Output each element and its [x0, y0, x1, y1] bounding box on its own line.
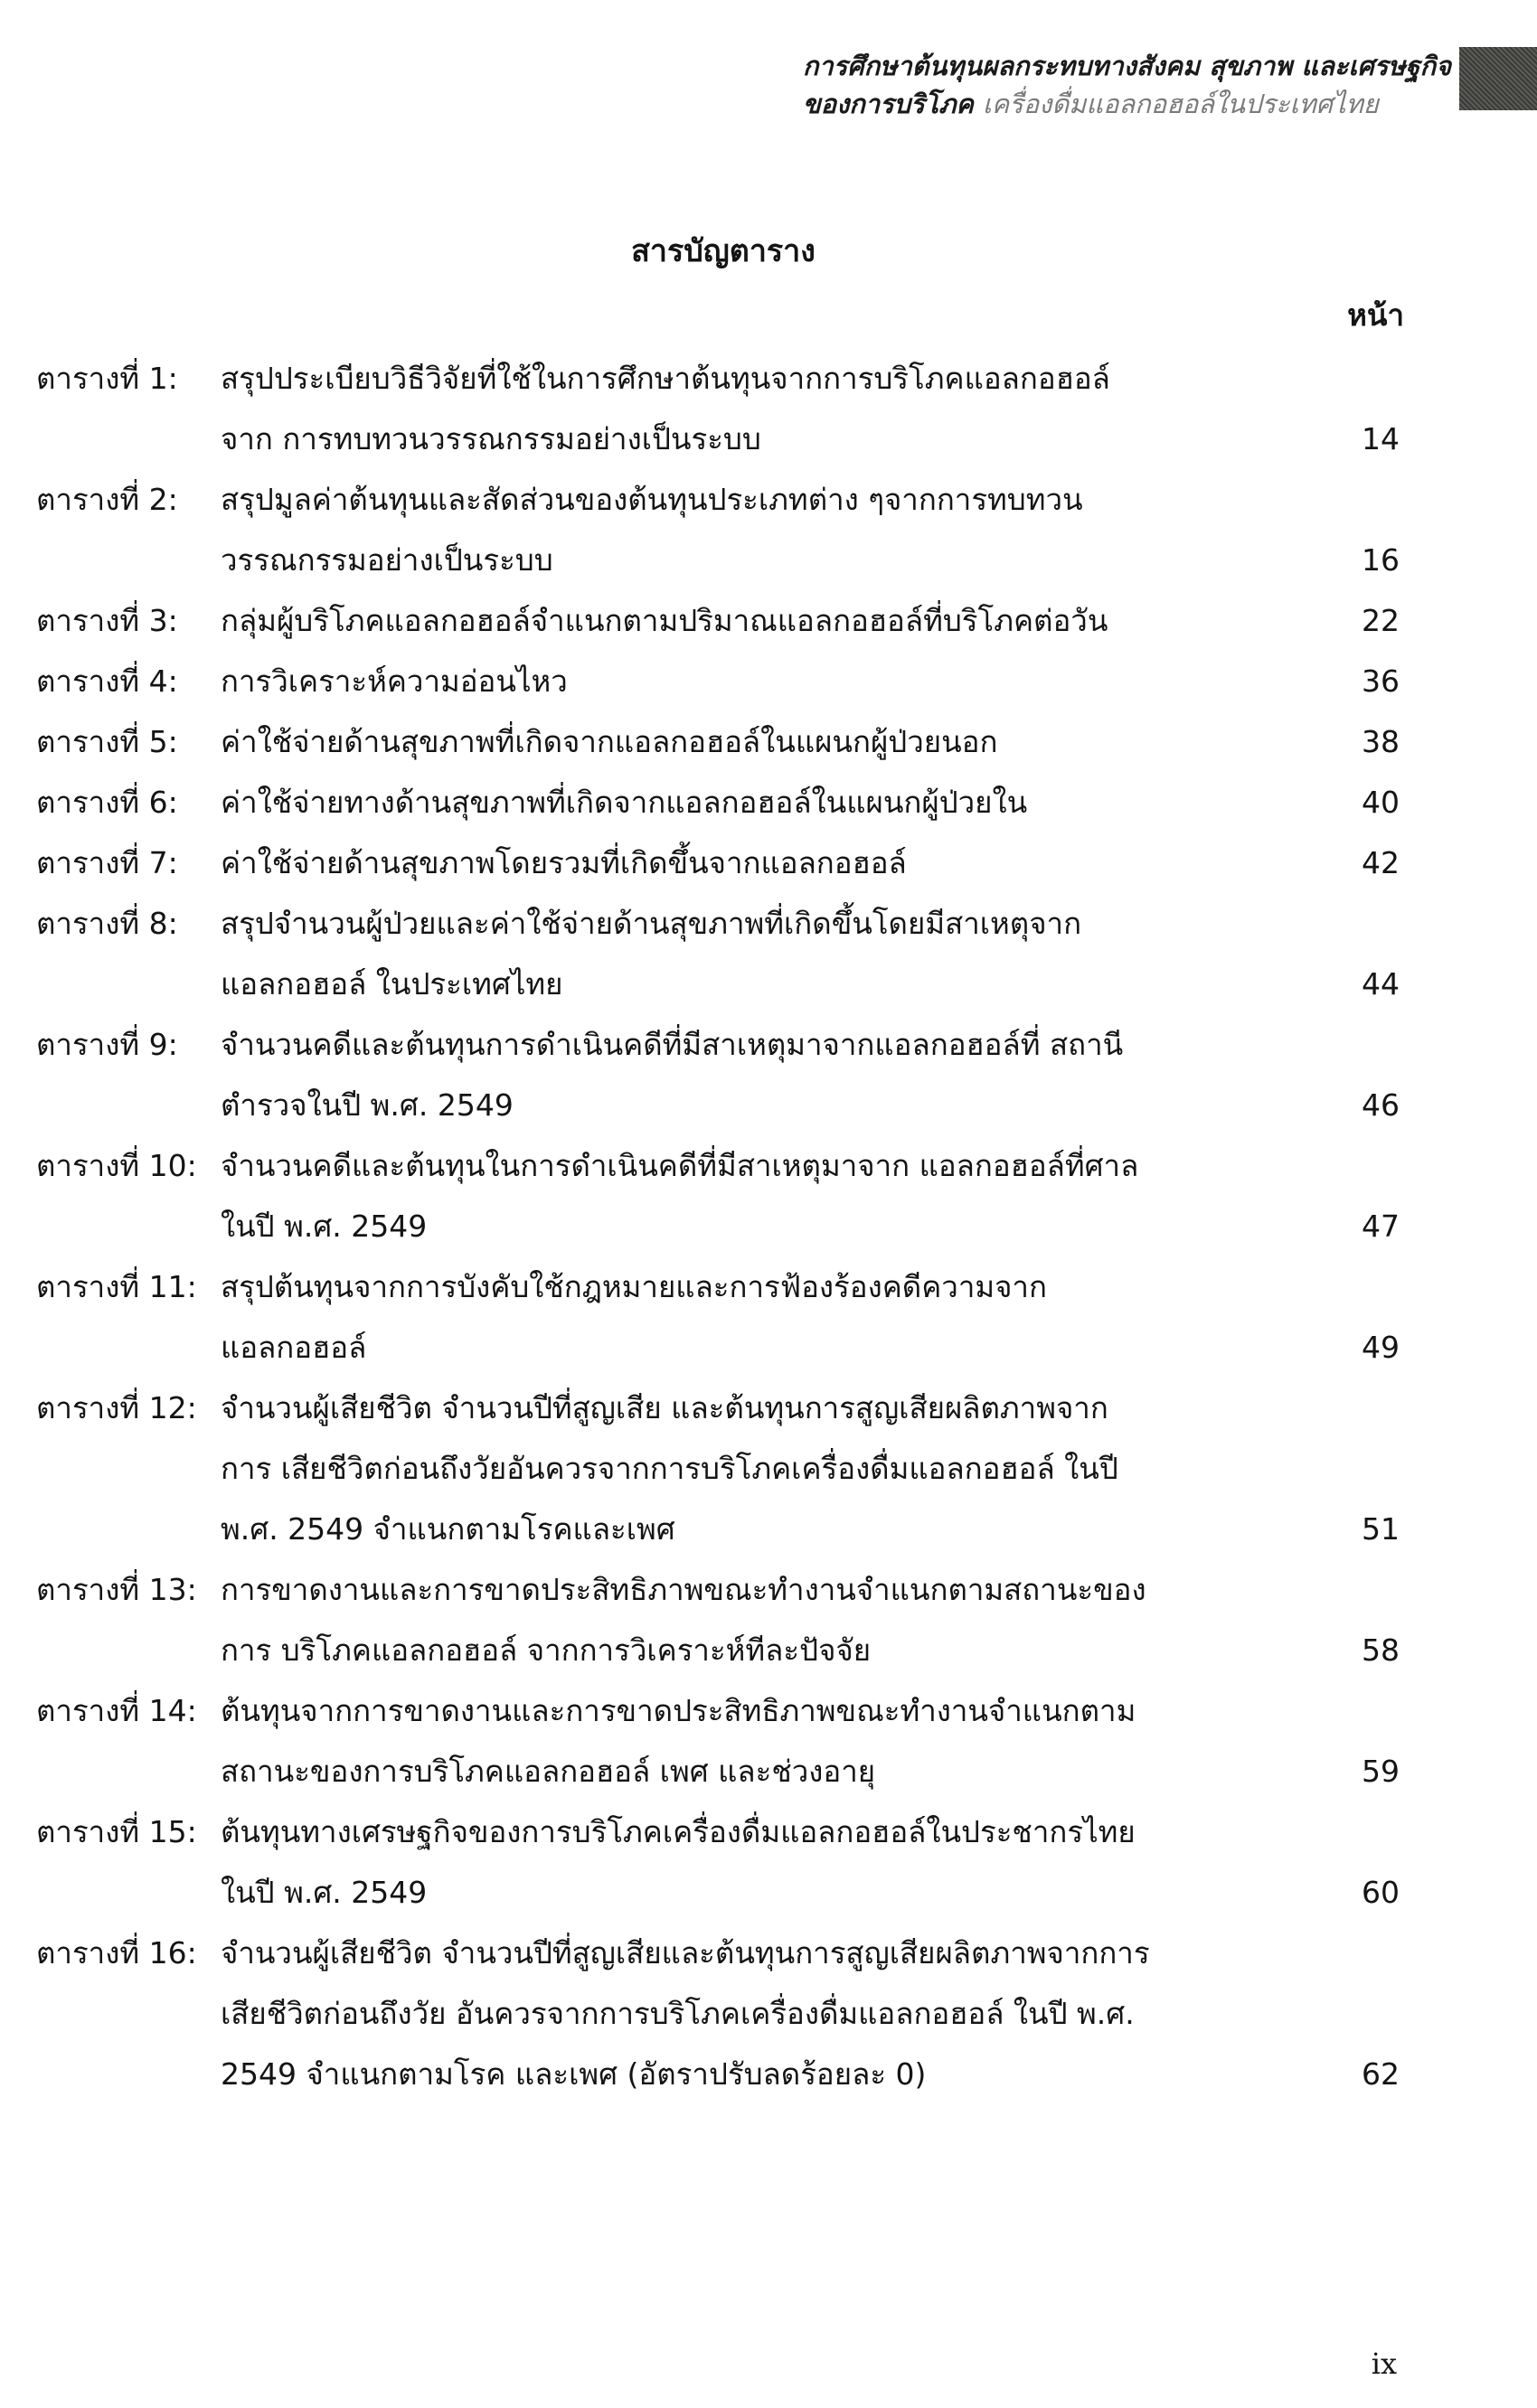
toc-entry-text: จำนวนผู้เสียชีวิต จำนวนปีที่สูญเสีย และต้นทุนการสูญเสียผลิตภาพจากการ เสียชีวิตก่อนถึงวัยอันควรจากการบริโภคเครื่องดื่มแอลกอฮอล์ ในปี พ.ศ. 2549 จำแนกตามโรคและเพศ — [221, 1390, 1118, 1547]
toc-entry-label: ตารางที่ 14: — [36, 1693, 197, 1728]
toc-entry-text: สรุปประเบียบวิธีวิจัยที่ใช้ในการศึกษาต้นทุนจากการบริโภคแอลกอฮอล์จาก การทบทวนวรรณกรรมอย่างเป็นระบบ — [221, 361, 1110, 456]
toc-entry[interactable] — [36, 1801, 1410, 1923]
toc-entry-label: ตารางที่ 5: — [36, 724, 178, 759]
toc-entry-page: 51 — [1362, 1511, 1400, 1547]
toc-entry-text: จำนวนผู้เสียชีวิต จำนวนปีที่สูญเสียและต้นทุนการสูญเสียผลิตภาพจากการ เสียชีวิตก่อนถึงวัย อันควรจากการบริโภคเครื่องดื่มแอลกอฮอล์ ในปี พ.ศ. 2549 จำแนกตามโรค และเพศ (อัตราปรับลดร้อยละ 0) — [221, 1935, 1150, 2092]
toc-entry-text: ต้นทุนจากการขาดงานและการขาดประสิทธิภาพขณะทำงานจำแนกตาม สถานะของการบริโภคแอลกอฮอล์ เพศ และช่วงอายุ — [221, 1693, 1136, 1789]
running-header-line1: การศึกษาต้นทุนผลกระทบทางสังคม สุขภาพ และเศรษฐกิจ — [802, 51, 1451, 81]
running-header-line2-sub: เครื่องดื่มแอลกอฮอล์ในประเทศไทย — [982, 89, 1379, 119]
toc-entry-page: 44 — [1362, 966, 1400, 1002]
toc-entry-page: 47 — [1362, 1209, 1400, 1244]
toc-entry-label: ตารางที่ 12: — [36, 1390, 197, 1425]
toc-entry[interactable] — [36, 1680, 1410, 1801]
toc-entry-label: ตารางที่ 6: — [36, 785, 178, 820]
toc-entry[interactable] — [36, 711, 1410, 772]
toc-entry-page: 36 — [1362, 663, 1400, 699]
toc-entry[interactable] — [36, 1559, 1410, 1680]
toc-entry[interactable] — [36, 832, 1410, 893]
toc-entry-page: 42 — [1362, 845, 1400, 880]
toc-entry-page: 14 — [1362, 421, 1400, 456]
toc-entry[interactable] — [36, 348, 1410, 469]
toc-entry-label: ตารางที่ 2: — [36, 482, 178, 517]
toc-entry-label: ตารางที่ 1: — [36, 361, 178, 396]
toc-entry[interactable] — [36, 590, 1410, 651]
toc-entry[interactable] — [36, 893, 1410, 1014]
toc-entry-page: 60 — [1362, 1875, 1400, 1910]
toc-entry[interactable] — [36, 1014, 1410, 1135]
toc-entry[interactable] — [36, 1923, 1410, 2104]
toc-entry-text: สรุปต้นทุนจากการบังคับใช้กฎหมายและการฟ้องร้องคดีความจาก แอลกอฮอล์ — [221, 1269, 1047, 1365]
toc-entry[interactable] — [36, 1135, 1410, 1256]
toc-entry-text: ต้นทุนทางเศรษฐกิจของการบริโภคเครื่องดื่มแอลกอฮอล์ในประชากรไทยในปี พ.ศ. 2549 — [221, 1814, 1136, 1910]
toc-entry-page: 38 — [1362, 724, 1400, 759]
toc-entry-page: 22 — [1362, 603, 1400, 638]
toc-entry[interactable] — [36, 469, 1410, 590]
toc-entry[interactable] — [36, 772, 1410, 832]
toc-entry-label: ตารางที่ 8: — [36, 906, 178, 941]
toc-entry-text: จำนวนคดีและต้นทุนการดำเนินคดีที่มีสาเหตุมาจากแอลกอฮอล์ที่ สถานีตำรวจในปี พ.ศ. 2549 — [221, 1027, 1124, 1123]
toc-entry-text: ค่าใช้จ่ายด้านสุขภาพที่เกิดจากแอลกอฮอล์ในแผนกผู้ป่วยนอก — [221, 724, 998, 759]
page-column-label: หน้า — [1347, 297, 1404, 333]
toc-entry-page: 58 — [1362, 1632, 1400, 1668]
toc-entry[interactable] — [36, 651, 1410, 711]
toc-entry-label: ตารางที่ 11: — [36, 1269, 197, 1304]
toc-entry-text: สรุปจำนวนผู้ป่วยและค่าใช้จ่ายด้านสุขภาพที่เกิดขึ้นโดยมีสาเหตุจาก แอลกอฮอล์ ในประเทศไทย — [221, 906, 1082, 1002]
toc-entry[interactable] — [36, 1256, 1410, 1378]
toc-entry-page: 16 — [1362, 542, 1400, 578]
running-header-line2 — [803, 85, 1451, 123]
toc-entry-page: 46 — [1362, 1087, 1400, 1123]
toc-entry-text: จำนวนคดีและต้นทุนในการดำเนินคดีที่มีสาเหตุมาจาก แอลกอฮอล์ที่ศาลในปี พ.ศ. 2549 — [221, 1148, 1139, 1244]
toc-entry-page: 59 — [1362, 1754, 1400, 1789]
toc-entry-text: กลุ่มผู้บริโภคแอลกอฮอล์จำแนกตามปริมาณแอลกอฮอล์ที่บริโภคต่อวัน — [221, 603, 1108, 638]
page-title: สารบัญตาราง — [631, 233, 816, 269]
toc-entry-text: การขาดงานและการขาดประสิทธิภาพขณะทำงานจำแนกตามสถานะของการ บริโภคแอลกอฮอล์ จากการวิเคราะห์ทีละปัจจัย — [221, 1572, 1146, 1668]
page-number: ix — [1371, 2347, 1397, 2381]
toc-entry-label: ตารางที่ 13: — [36, 1572, 197, 1607]
running-header — [803, 47, 1451, 123]
running-header-line2-main: ของการบริโภค — [802, 89, 974, 119]
toc-entry[interactable] — [36, 1378, 1410, 1559]
toc-entry-label: ตารางที่ 10: — [36, 1148, 197, 1183]
toc-entry-label: ตารางที่ 7: — [36, 845, 178, 880]
toc-entry-page: 40 — [1362, 785, 1400, 820]
toc-entry-text: ค่าใช้จ่ายทางด้านสุขภาพที่เกิดจากแอลกอฮอล์ในแผนกผู้ป่วยใน — [221, 785, 1028, 820]
toc-entry-text: ค่าใช้จ่ายด้านสุขภาพโดยรวมที่เกิดขึ้นจากแอลกอฮอล์ — [221, 845, 907, 880]
table-of-contents-list — [36, 348, 1410, 2104]
toc-entry-label: ตารางที่ 16: — [36, 1935, 197, 1971]
toc-entry-label: ตารางที่ 15: — [36, 1814, 197, 1849]
toc-entry-text: การวิเคราะห์ความอ่อนไหว — [221, 663, 568, 699]
toc-entry-page: 62 — [1362, 2056, 1400, 2092]
toc-entry-text: สรุปมูลค่าต้นทุนและสัดส่วนของต้นทุนประเภทต่าง ๆจากการทบทวน วรรณกรรมอย่างเป็นระบบ — [221, 482, 1083, 578]
toc-entry-label: ตารางที่ 4: — [36, 663, 178, 699]
toc-entry-label: ตารางที่ 9: — [36, 1027, 178, 1062]
header-decorative-block — [1459, 47, 1537, 110]
toc-entry-page: 49 — [1362, 1330, 1400, 1365]
toc-entry-label: ตารางที่ 3: — [36, 603, 178, 638]
